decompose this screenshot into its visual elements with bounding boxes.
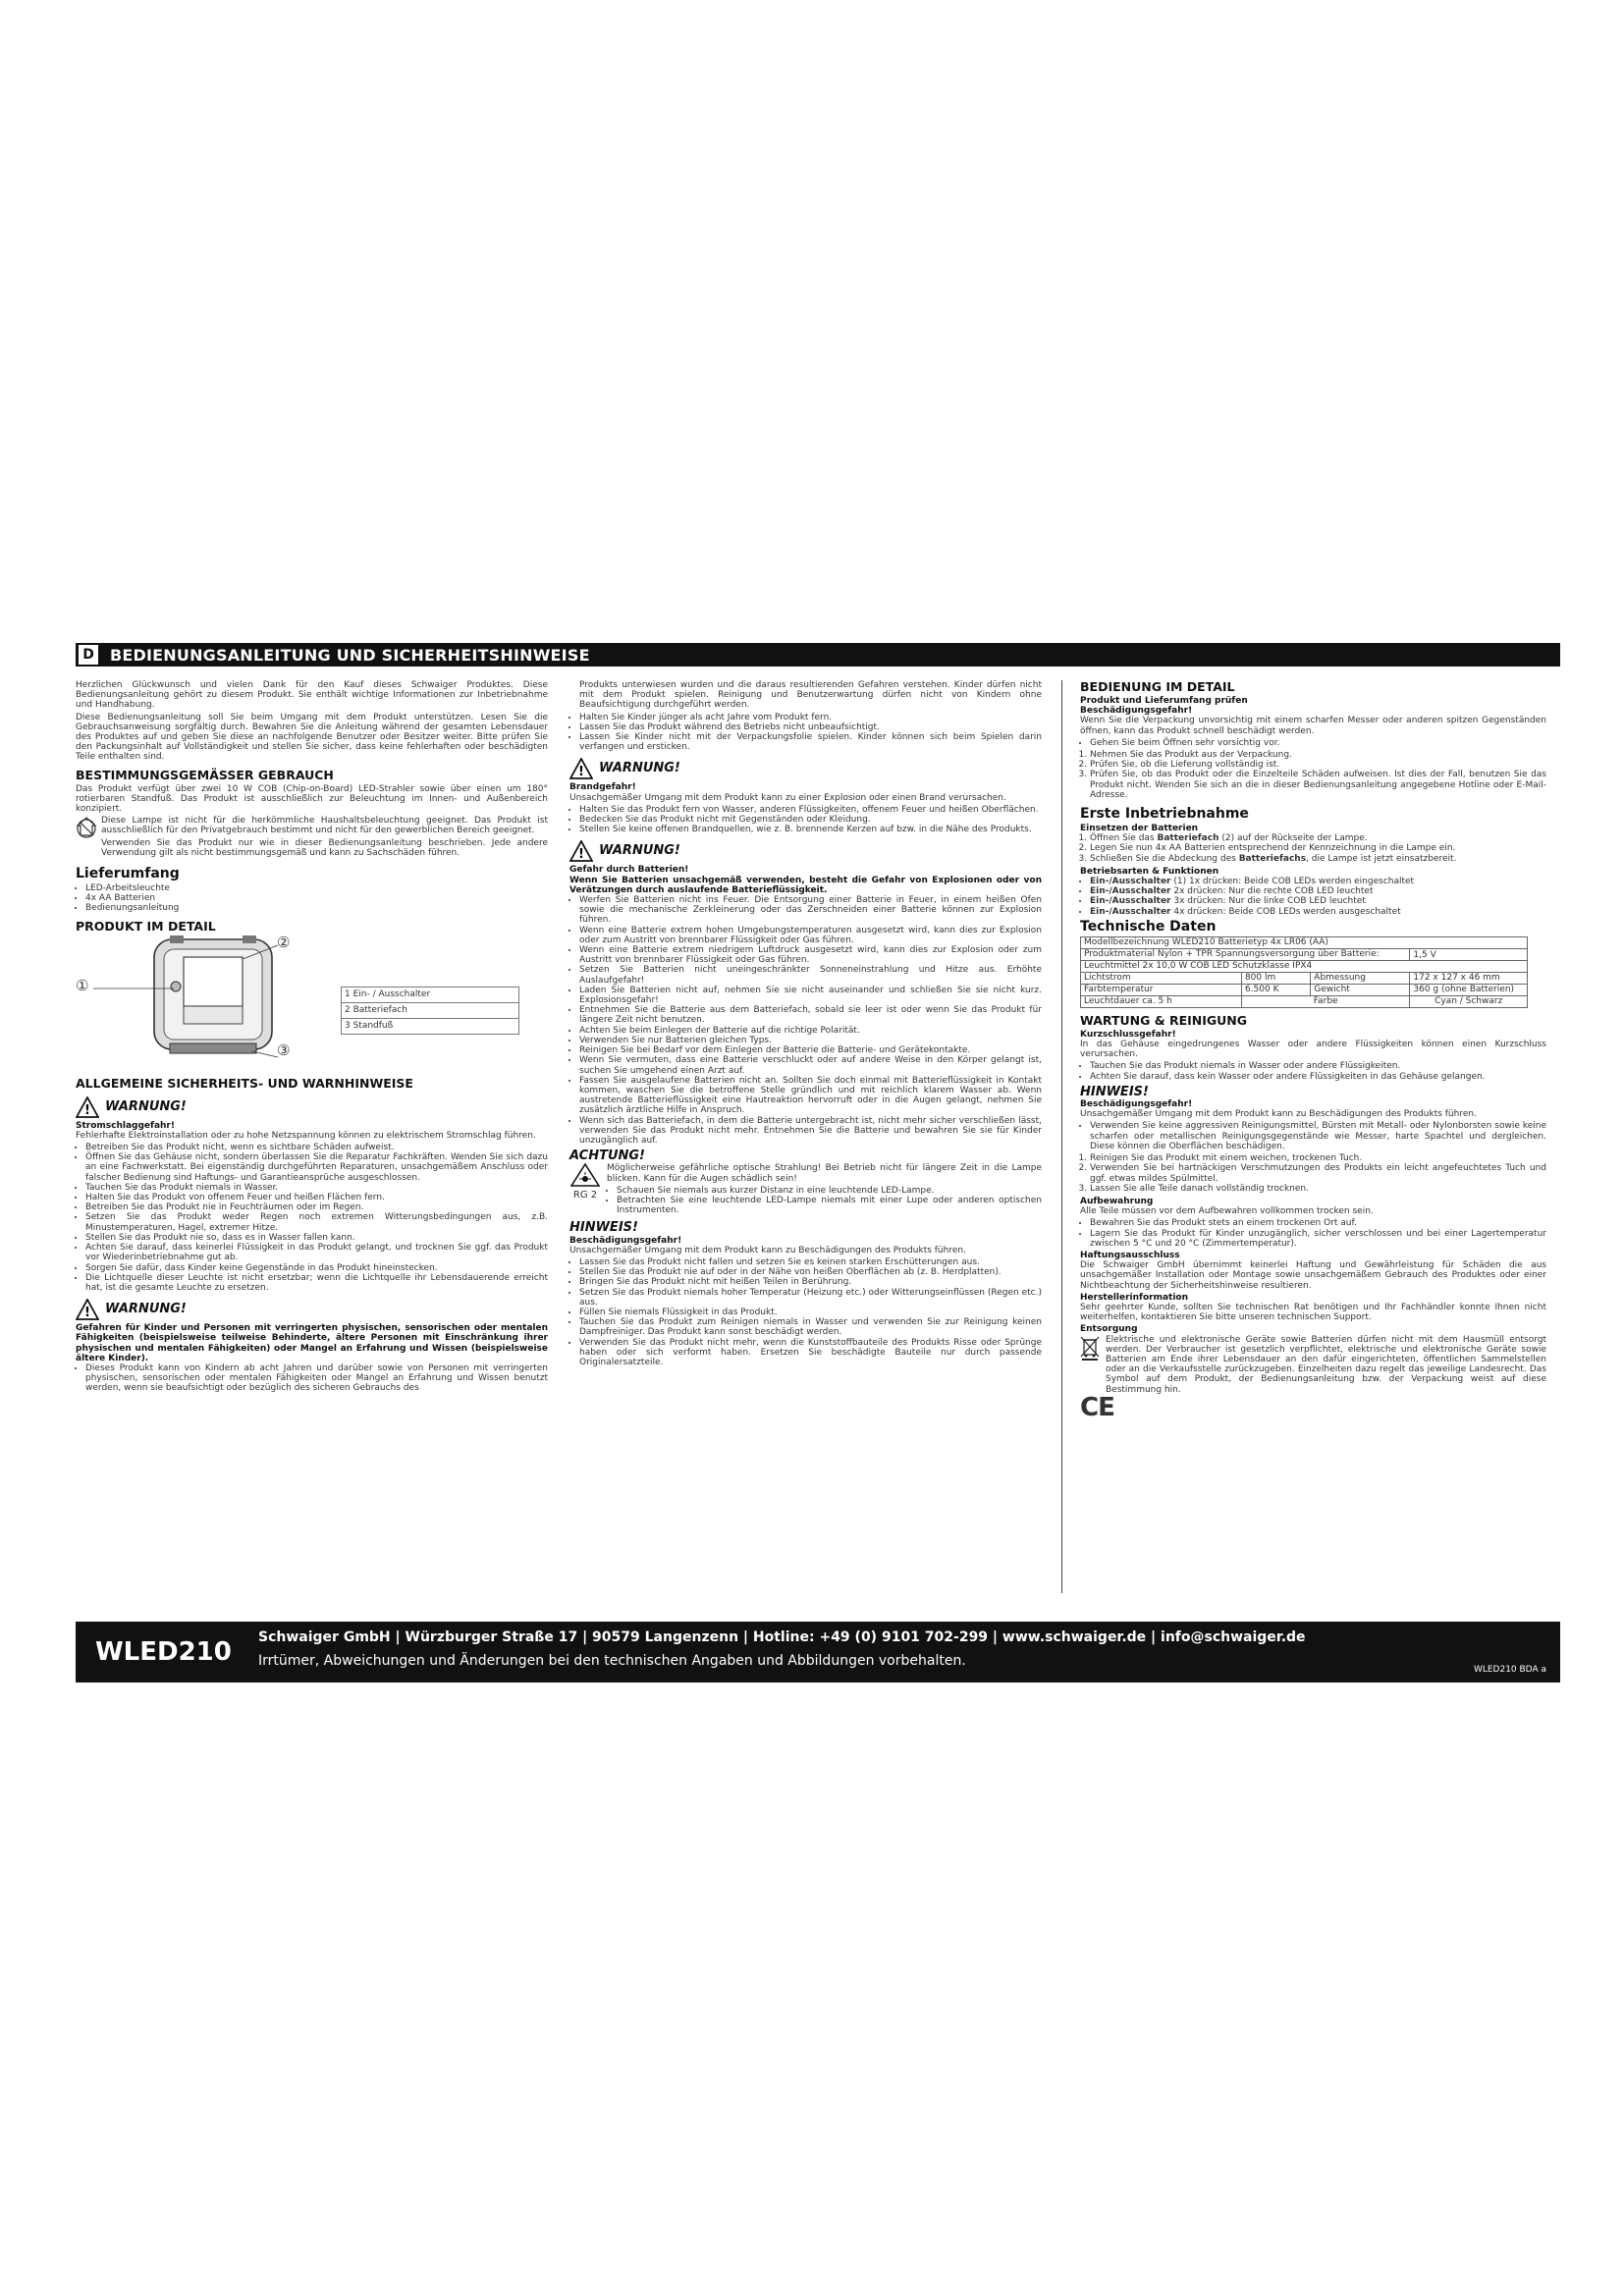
use-paragraph: Verwenden Sie das Produkt nur wie in dieser Bedienungsanleitung beschrieben. Jede andere Verwendung gilt als nicht bestimmungsgemäß und kann zu Sachschäden führen. (101, 837, 548, 858)
paragraph: Elektrische und elektronische Geräte sowie Batterien dürfen nicht mit dem Hausmüll entsorgt werden. Der Verbraucher ist gesetzlich verpflichtet, elektrische und elektronische Geräte sowie Batterien am Ende ihrer Lebensdauer an den dafür eingerichteten, öffentlichen Sammelstellen oder an die Verkaufsstelle zurückzugeben. Einzelheiten dazu regelt das jeweilige Landesrecht. Das Symbol auf dem Produkt, der Bedienungsanleitung bzw. der Verpackung weist auf diese Bestimmung hin. (1106, 1334, 1546, 1395)
list-item: • Tauchen Sie das Produkt zum Reinigen niemals in Wasser und verwenden Sie zur Reinigung keinen Dampfreiniger. Das Produkt kann sonst beschädigt werden. (579, 1317, 1042, 1337)
list-item: • Schauen Sie niemals aus kurzer Distanz in eine leuchtende LED-Lampe. (617, 1186, 1042, 1196)
warning-label: WARNUNG! (105, 1302, 187, 1316)
table-cell: 172 x 127 x 46 mm (1410, 972, 1528, 984)
svg-text:!: ! (578, 847, 584, 863)
paragraph: Unsachgemäßer Umgang mit dem Produkt kann zu Beschädigungen des Produkts führen. (1080, 1109, 1477, 1120)
shock-list (76, 1143, 548, 1293)
list-item: • Lassen Sie Kinder nicht mit der Verpackungsfolie spielen. Kinder können sich beim Spielen darin verfangen und ersticken. (579, 732, 1042, 752)
step-bold: Batteriefach (1157, 833, 1219, 844)
product-diagram (76, 935, 548, 1061)
warning-label: WARNUNG! (599, 761, 680, 776)
page-title: BEDIENUNGSANLEITUNG UND SICHERHEITSHINWEISE (110, 645, 590, 665)
no-household-icon (76, 816, 97, 839)
store-list (1080, 1218, 1546, 1249)
section-heading: Erste Inbetriebnahme (1080, 806, 1249, 823)
list-item (1090, 833, 1546, 843)
lamp-illustration (76, 935, 282, 1061)
subheading: Beschädigungsgefahr! (569, 1235, 682, 1246)
table-cell: Farbe (1241, 995, 1409, 1007)
paragraph: Unsachgemäßer Umgang mit dem Produkt kann zu einer Explosion oder einen Brand verursachen. (569, 792, 1006, 803)
table-row (342, 987, 519, 1002)
column-3 (1080, 679, 1546, 1422)
table-row (1081, 948, 1528, 960)
warning-triangle-icon (569, 758, 593, 779)
list-item: • Stellen Sie das Produkt nie so, dass es in Wasser fallen kann. (85, 1233, 548, 1243)
battery-list (569, 895, 1042, 1146)
list-item: • Verwenden Sie das Produkt nicht mehr, wenn die Kunststoffbauteile des Produkts Risse oder Sprünge haben oder sich verformt haben. Ersetzen Sie beschädigte Bauteile nur durch passende Originalersatzteile. (579, 1338, 1042, 1368)
table-cell: Leuchtdauer ca. 5 h (1081, 995, 1242, 1007)
list-item: • Wenn sich das Batteriefach, in dem die Batterie untergebracht ist, nicht mehr sicher verschließen lässt, verwenden Sie das Produkt nicht mehr. Entnehmen Sie die Batterie und bewahren Sie sie für Kinder unzugänglich auf. (579, 1116, 1042, 1147)
table-row (1081, 995, 1528, 1007)
step-text: (2) auf der Rückseite der Lampe. (1218, 833, 1368, 844)
mode-bold: Ein-/Ausschalter (1090, 906, 1171, 917)
list-item: • Tauchen Sie das Produkt niemals in Wasser. (85, 1183, 548, 1193)
list-item (1090, 843, 1546, 853)
table-row (342, 1018, 519, 1034)
step-bold: Batteriefachs (1238, 853, 1307, 864)
warning-header (76, 1299, 548, 1320)
section-heading: ALLGEMEINE SICHERHEITS- UND WARNHINWEISE (76, 1075, 413, 1091)
list-item: • Bewahren Sie das Produkt stets an einem trockenen Ort auf. (1090, 1218, 1546, 1228)
paragraph: Fehlerhafte Elektroinstallation oder zu hohe Netzspannung können zu elektrischem Stromschlag führen. (76, 1130, 536, 1141)
table-cell: Cyan / Schwarz (1410, 995, 1528, 1007)
list-item: • Bringen Sie das Produkt nicht mit heißen Teilen in Berührung. (579, 1277, 1042, 1287)
section-heading: Lieferumfang (76, 866, 180, 882)
list-item: • Achten Sie darauf, dass kein Wasser oder andere Flüssigkeiten in das Gehäuse gelangen. (1090, 1072, 1546, 1082)
column-divider (1061, 680, 1062, 1593)
subheading: Gefahren für Kinder und Personen mit verringerten physischen, sensorischen oder mentalen Fähigkeiten (beispielsweise teilweise Behinderte, ältere Personen mit Einschränkung ihrer physischen und mentalen Fähigkeiten) oder Mangel an Erfahrung und Wissen (beispielsweise ältere Kinder). (76, 1323, 548, 1363)
intro-paragraph: Diese Bedienungsanleitung soll Sie beim Umgang mit dem Produkt unterstützen. Lesen Sie die Gebrauchsanweisung sorgfältig durch. Bewahren Sie die Anleitung während der gesamten Lebensdauer des Produktes auf und geben Sie diese an nachfolgende Benutzer oder Besitzer weiter. Bitte prüfen Sie den Packungsinhalt auf Vollständigkeit und stellen Sie sicher, dass keine fehlerhaften oder beschädigten Teile enthalten sind. (76, 712, 548, 763)
table-cell: Leuchtmittel 2x 10,0 W COB LED Schutzklasse IPX4 (1081, 960, 1528, 972)
section-banner (76, 643, 1560, 667)
list-item: • Achten Sie beim Einlegen der Batterie auf die richtige Polarität. (579, 1026, 1042, 1036)
step-text: , die Lampe ist jetzt einsatzbereit. (1306, 853, 1457, 864)
warning-triangle-icon (569, 840, 593, 862)
table-cell: Lichtstrom (1081, 972, 1242, 984)
list-item: • Setzen Sie das Produkt niemals hoher Temperatur (Heizung etc.) oder Witterungseinflüssen (Regen etc.) aus. (579, 1288, 1042, 1308)
ce-mark: CE (1080, 1392, 1114, 1422)
table-row (1081, 972, 1528, 984)
mode-bold: Ein-/Ausschalter (1090, 877, 1171, 887)
section-heading: PRODUKT IM DETAIL (76, 918, 216, 934)
parts-table (341, 987, 519, 1035)
subheading: Stromschlaggefahr! (76, 1120, 175, 1131)
columns (76, 679, 1560, 1422)
language-letter: D (79, 645, 98, 665)
list-item: • Halten Sie das Produkt fern von Wasser, anderen Flüssigkeiten, offenem Feuer und heißen Oberflächen. (579, 805, 1042, 815)
list-item: 2. Verwenden Sie bei hartnäckigen Verschmutzungen des Produkts ein leicht angefeuchtetes Tuch und ggf. etwas mildes Spülmittel. (1090, 1163, 1546, 1183)
list-item: • Füllen Sie niemals Flüssigkeit in das Produkt. (579, 1308, 1042, 1317)
list-item: • Setzen Sie Batterien nicht uneingeschränkter Sonneneinstrahlung und Hitze aus. Erhöhte Auslaufgefahr! (579, 965, 1042, 985)
list-item: • Stellen Sie keine offenen Brandquellen, wie z. B. brennende Kerzen auf bzw. in die Nähe des Produkts. (579, 825, 1042, 834)
list-item: • Wenn eine Batterie extrem niedrigem Luftdruck ausgesetzt wird, kann dies zur Explosion oder zum Austritt von brennbarer Flüssigkeit oder Gas führen. (579, 945, 1042, 965)
subheading: Aufbewahrung (1080, 1196, 1154, 1206)
crossed-bin-icon (1080, 1335, 1100, 1361)
list-item: 1. Reinigen Sie das Produkt mit einem weichen, trockenen Tuch. (1090, 1153, 1546, 1163)
list-item: 2. Prüfen Sie, ob die Lieferung vollständig ist. (1090, 760, 1546, 770)
section-heading: WARTUNG & REINIGUNG (1080, 1012, 1248, 1028)
svg-text:!: ! (84, 1102, 90, 1118)
column-1 (76, 680, 548, 1396)
subheading: Haftungsausschluss (1080, 1250, 1180, 1260)
list-item: • Halten Sie das Produkt von offenem Feuer und heißen Flächen fern. (85, 1193, 548, 1202)
subheading: Einsetzen der Batterien (1080, 824, 1199, 834)
insert-steps (1080, 833, 1546, 864)
table-row (1081, 936, 1528, 948)
list-item: • Fassen Sie ausgelaufene Batterien nicht an. Sollten Sie doch einmal mit Batterieflüssigkeit in Kontakt kommen, waschen Sie die betroffene Stelle gründlich und mit reichlich klarem Wasser ab. Wenn austretende Batterieflüssigkeit eine Hautreaktion hervorruft oder in die Augen gelangt, nehmen Sie zusätzlich ärztliche Hilfe in Anspruch. (579, 1076, 1042, 1116)
intro-paragraph: Herzlichen Glückwunsch und vielen Dank für den Kauf dieses Schwaiger Produktes. Diese Bedienungsanleitung gehört zu diesem Produkt. Sie enthält wichtige Informationen zur Inbetriebnahme und Handhabung. (76, 680, 548, 711)
optical-radiation-icon (570, 1163, 600, 1187)
scope-list (76, 883, 548, 914)
table-row (1081, 960, 1528, 972)
step-text: Legen Sie nun 4x AA Batterien entsprechend der Kennzeichnung in die Lampe ein. (1090, 843, 1456, 854)
rg-badge (569, 1163, 601, 1217)
rg-label: RG 2 (572, 1189, 598, 1201)
table-cell: Abmessung (1311, 972, 1410, 984)
table-cell: 1,5 V (1410, 948, 1528, 960)
list-item (1090, 907, 1546, 917)
list-item: • Stellen Sie das Produkt nie auf oder in der Nähe von heißen Oberflächen ab (z. B. Herdplatten). (579, 1267, 1042, 1277)
subheading: Kurzschlussgefahr! (1080, 1029, 1176, 1040)
list-item: • Betrachten Sie eine leuchtende LED-Lampe niemals mit einer Lupe oder anderen optischen Instrumenten. (617, 1196, 1042, 1215)
callout-3: ③ (277, 1041, 291, 1059)
table-cell: 360 g (ohne Batterien) (1410, 984, 1528, 995)
mode-text: (1) 1x drücken: Beide COB LEDs werden eingeschaltet (1170, 877, 1415, 887)
children-list-cont (569, 713, 1042, 753)
mode-text: 2x drücken: Nur die rechte COB LED leuchtet (1170, 886, 1374, 897)
footer-bar (76, 1622, 1560, 1682)
modes-list (1080, 877, 1546, 917)
spec-table (1080, 936, 1528, 1008)
list-item: • Setzen Sie das Produkt weder Regen noch extremen Witterungsbedingungen aus, z.B. Minustemperaturen, Hagel, extremer Hitze. (85, 1212, 548, 1232)
svg-text:!: ! (84, 1306, 90, 1321)
use-paragraph: Das Produkt verfügt über zwei 10 W COB (Chip-on-Board) LED-Strahler sowie über einen um 180° rotierbaren Standfuß. Das Produkt ist ausschließlich zur Beleuchtung im Innen- und Außenbereich konzipiert. (76, 783, 548, 815)
hint-label: HINWEIS! (569, 1220, 638, 1236)
use-paragraph: Diese Lampe ist nicht für die herkömmliche Haushaltsbeleuchtung geeignet. Das Produkt ist ausschließlich für den Privatgebrauch bestimmt und nicht für den gewerblichen Bereich geeignet. (101, 816, 548, 836)
damage-bullet-list (1080, 1121, 1546, 1151)
bold-paragraph: Wenn Sie Batterien unsachgemäß verwenden, besteht die Gefahr von Explosionen oder von Verätzungen durch auslaufende Batterieflüssigkeit. (569, 875, 1042, 895)
paragraph: In das Gehäuse eingedrungenes Wasser oder andere Flüssigkeiten können einen Kurzschluss verursachen. (1080, 1040, 1546, 1060)
clean-steps (1080, 1153, 1546, 1194)
subheading: Beschädigungsgefahr! (1080, 1099, 1193, 1110)
list-item: • Sorgen Sie dafür, dass Kinder keine Gegenstände in das Produkt hineinstecken. (85, 1263, 548, 1273)
list-item: • Verwenden Sie nur Batterien gleichen Typs. (579, 1036, 1042, 1045)
list-item: • Lassen Sie das Produkt nicht fallen und setzen Sie es keinen starken Erschütterungen aus. (579, 1257, 1042, 1267)
fire-list (569, 805, 1042, 835)
warning-triangle-icon (76, 1096, 99, 1118)
paragraph: Produkts unterwiesen wurden und die daraus resultierenden Gefahren verstehen. Kinder dürfen nicht mit dem Produkt spielen. Reinigung und Benutzerwartung dürfen nicht von Kindern ohne Beaufsichtigung durchgeführt werden. (579, 680, 1042, 711)
subheading: Beschädigungsgefahr! (1080, 706, 1193, 717)
table-row (342, 1002, 519, 1018)
house-note (76, 816, 548, 860)
table-cell: 3 Standfuß (342, 1018, 519, 1034)
list-item: • Betreiben Sie das Produkt nicht, wenn es sichtbare Schäden aufweist. (85, 1143, 548, 1152)
step-text: Öffnen Sie das (1090, 833, 1158, 844)
mode-bold: Ein-/Ausschalter (1090, 896, 1171, 907)
list-item: • Gehen Sie beim Öffnen sehr vorsichtig vor. (1090, 738, 1546, 748)
model-name: WLED210 (95, 1637, 232, 1667)
list-item: • Die Lichtquelle dieser Leuchte ist nicht ersetzbar; wenn die Lichtquelle ihr Lebensdauerende erreicht hat, ist die gesamte Leuchte zu ersetzen. (85, 1273, 548, 1293)
short-list (1080, 1061, 1546, 1081)
callout-1: ① (76, 976, 89, 994)
disclaimer: Irrtümer, Abweichungen und Änderungen bei den technischen Angaben und Abbildungen vorbehalten. (258, 1653, 966, 1669)
section-heading: BESTIMMUNGSGEMÄSSER GEBRAUCH (76, 767, 334, 782)
subheading: Brandgefahr! (569, 782, 636, 793)
warning-triangle-icon (76, 1299, 99, 1320)
warning-label: WARNUNG! (599, 843, 680, 859)
list-item: • 4x AA Batterien (85, 893, 548, 903)
list-item: • Halten Sie Kinder jünger als acht Jahre vom Produkt fern. (579, 713, 1042, 722)
table-cell: 6.500 K (1241, 984, 1310, 995)
mode-bold: Ein-/Ausschalter (1090, 886, 1171, 897)
list-item (1090, 854, 1546, 864)
manual-sheet (76, 643, 1560, 1422)
check-steps (1080, 750, 1546, 800)
subheading: Produkt und Lieferumfang prüfen (1080, 696, 1248, 706)
list-item: • LED-Arbeitsleuchte (85, 883, 548, 893)
damage-list (569, 1257, 1042, 1367)
document-code: WLED210 BDA a (1473, 1665, 1546, 1675)
list-item: • Wenn eine Batterie extrem hohen Umgebungstemperaturen ausgesetzt wird, kann dies zur Explosion oder zum Austritt von brennbarer Flüssigkeit oder Gas führen. (579, 926, 1042, 945)
warning-label: WARNUNG! (105, 1098, 187, 1114)
mode-text: 3x drücken: Nur die linke COB LED leuchtet (1170, 896, 1366, 907)
attention-block (569, 1163, 1042, 1217)
warning-header (569, 758, 1042, 779)
list-item: • Öffnen Sie das Gehäuse nicht, sondern überlassen Sie die Reparatur Fachkräften. Wenden Sie sich dazu an eine Fachwerkstatt. Bei eigenständig durchgeführten Reparaturen, unsachgemäßem Anschluss oder falscher Bedienung sind Haftungs- und Garantieansprüche ausgeschlossen. (85, 1152, 548, 1183)
company-address: Schwaiger GmbH | Würzburger Straße 17 | 90579 Langenzenn | Hotline: +49 (0) 9101 702-299 | www.schwaiger.de | info@schwaiger.de (258, 1629, 1306, 1645)
list-item: • Entnehmen Sie die Batterie aus dem Batteriefach, sobald sie leer ist oder wenn Sie das Produkt für längere Zeit nicht benutzen. (579, 1005, 1042, 1025)
list-item: • Laden Sie Batterien nicht auf, nehmen Sie sie nicht auseinander und schließen Sie sie nicht kurz. Explosionsgefahr! (579, 986, 1042, 1005)
list-item: • Wenn Sie vermuten, dass eine Batterie verschluckt oder auf andere Weise in den Körper gelangt ist, suchen Sie umgehend einen Arzt auf. (579, 1055, 1042, 1075)
list-item: • Tauchen Sie das Produkt niemals in Wasser oder andere Flüssigkeiten. (1090, 1061, 1546, 1071)
list-item: 3. Lassen Sie alle Teile danach vollständig trocknen. (1090, 1184, 1546, 1194)
mode-text: 4x drücken: Beide COB LEDs werden ausgeschaltet (1170, 906, 1401, 917)
subheading: Gefahr durch Batterien! (569, 865, 689, 876)
table-cell: 2 Batteriefach (342, 1002, 519, 1018)
check-bullet-list (1080, 738, 1546, 748)
paragraph: Die Schwaiger GmbH übernimmt keinerlei Haftung und Gewährleistung für Schäden die aus unsachgemäßer Installation oder Montage sowie unsachgemäßem Gebrauch des Produktes oder einer Nichtbeachtung der Sicherheitshinweise resultieren. (1080, 1260, 1546, 1291)
list-item: • Werfen Sie Batterien nicht ins Feuer. Die Entsorgung einer Batterie in Feuer, in einem heißen Ofen sowie die mechanische Zerkleinerung oder das Zerschneiden einer Batterie können zur Explosion führen. (579, 895, 1042, 926)
list-item: • Reinigen Sie bei Bedarf vor dem Einlegen der Batterie die Batterie- und Gerätekontakte. (579, 1045, 1042, 1055)
list-item: • Achten Sie darauf, dass keinerlei Flüssigkeit in das Produkt gelangt, und trocknen Sie ggf. das Produkt vor Wiederinbetriebnahme gut ab. (85, 1243, 548, 1262)
table-cell: 1 Ein- / Ausschalter (342, 987, 519, 1002)
list-item: • Bedecken Sie das Produkt nicht mit Gegenständen oder Kleidung. (579, 815, 1042, 825)
list-item: • Bedienungsanleitung (85, 903, 548, 913)
attention-list (607, 1186, 1042, 1216)
list-item: 1. Nehmen Sie das Produkt aus der Verpackung. (1090, 750, 1546, 760)
subheading: Betriebsarten & Funktionen (1080, 866, 1219, 877)
section-heading: Technische Daten (1080, 918, 1217, 934)
subheading: Herstellerinformation (1080, 1292, 1189, 1303)
warning-header (76, 1096, 548, 1118)
column-2 (569, 680, 1042, 1369)
table-cell: Gewicht (1311, 984, 1410, 995)
paragraph: Möglicherweise gefährliche optische Strahlung! Bei Betrieb nicht für längere Zeit in die Lampe blicken. Kann für die Augen schädlich sein! (607, 1163, 1042, 1184)
attention-label: ACHTUNG! (569, 1148, 645, 1164)
list-item: • Lagern Sie das Produkt für Kinder unzugänglich, sicher verschlossen und bei einer Lagertemperatur zwischen 5 °C und 20 °C (Zimmertemperatur). (1090, 1229, 1546, 1249)
callout-2: ② (277, 933, 291, 951)
paragraph: Wenn Sie die Verpackung unvorsichtig mit einem scharfen Messer oder anderen spitzen Gegenständen öffnen, kann das Produkt schnell beschädigt werden. (1080, 716, 1546, 736)
table-cell: Farbtemperatur (1081, 984, 1242, 995)
paragraph: Unsachgemäßer Umgang mit dem Produkt kann zu Beschädigungen des Produkts führen. (569, 1245, 966, 1255)
list-item: • Betreiben Sie das Produkt nie in Feuchträumen oder im Regen. (85, 1202, 548, 1212)
section-heading: BEDIENUNG IM DETAIL (1080, 679, 1235, 694)
list-item: 3. Prüfen Sie, ob das Produkt oder die Einzelteile Schäden aufweisen. Ist dies der Fall, benutzen Sie das Produkt nicht. Wenden Sie sich an die in dieser Bedienungsanleitung angegebene Hotline oder E-Mail-Adresse. (1090, 770, 1546, 800)
subheading: Entsorgung (1080, 1324, 1138, 1335)
children-list (76, 1363, 548, 1394)
hint-label: HINWEIS! (1080, 1084, 1149, 1099)
table-cell: Produktmaterial Nylon + TPR Spannungsversorgung über Batterie: (1081, 948, 1410, 960)
table-cell: Modellbezeichnung WLED210 Batterietyp 4x LR06 (AA) (1081, 936, 1528, 948)
table-cell: 800 lm (1241, 972, 1310, 984)
list-item: • Dieses Produkt kann von Kindern ab acht Jahren und darüber sowie von Personen mit verringerten physischen, sensorischen oder mentalen Fähigkeiten oder Mangel an Erfahrung und Wissen benutzt werden, wenn sie beaufsichtigt oder bezüglich des sicheren Gebrauchs des (85, 1363, 548, 1394)
step-text: Schließen Sie die Abdeckung des (1090, 853, 1239, 864)
list-item: • Lassen Sie das Produkt während des Betriebs nicht unbeaufsichtigt. (579, 722, 1042, 732)
disposal-block (1080, 1335, 1546, 1397)
list-item (1090, 886, 1546, 896)
list-item (1090, 877, 1546, 886)
list-item: • Verwenden Sie keine aggressiven Reinigungsmittel, Bürsten mit Metall- oder Nylonborsten sowie keine scharfen oder metallischen Reinigungsgegenstände wie Messer, harte Spachtel und dergleichen. Diese können die Oberflächen beschädigen. (1090, 1121, 1546, 1151)
table-row (1081, 984, 1528, 995)
paragraph: Alle Teile müssen vor dem Aufbewahren vollkommen trocken sein. (1080, 1206, 1374, 1217)
warning-header (569, 840, 1042, 862)
svg-text:!: ! (578, 765, 584, 780)
list-item (1090, 896, 1546, 906)
paragraph: Sehr geehrter Kunde, sollten Sie technischen Rat benötigen und Ihr Fachhändler konnte Ihnen nicht weiterhelfen, kontaktieren Sie bitte unseren technischen Support. (1080, 1302, 1546, 1323)
